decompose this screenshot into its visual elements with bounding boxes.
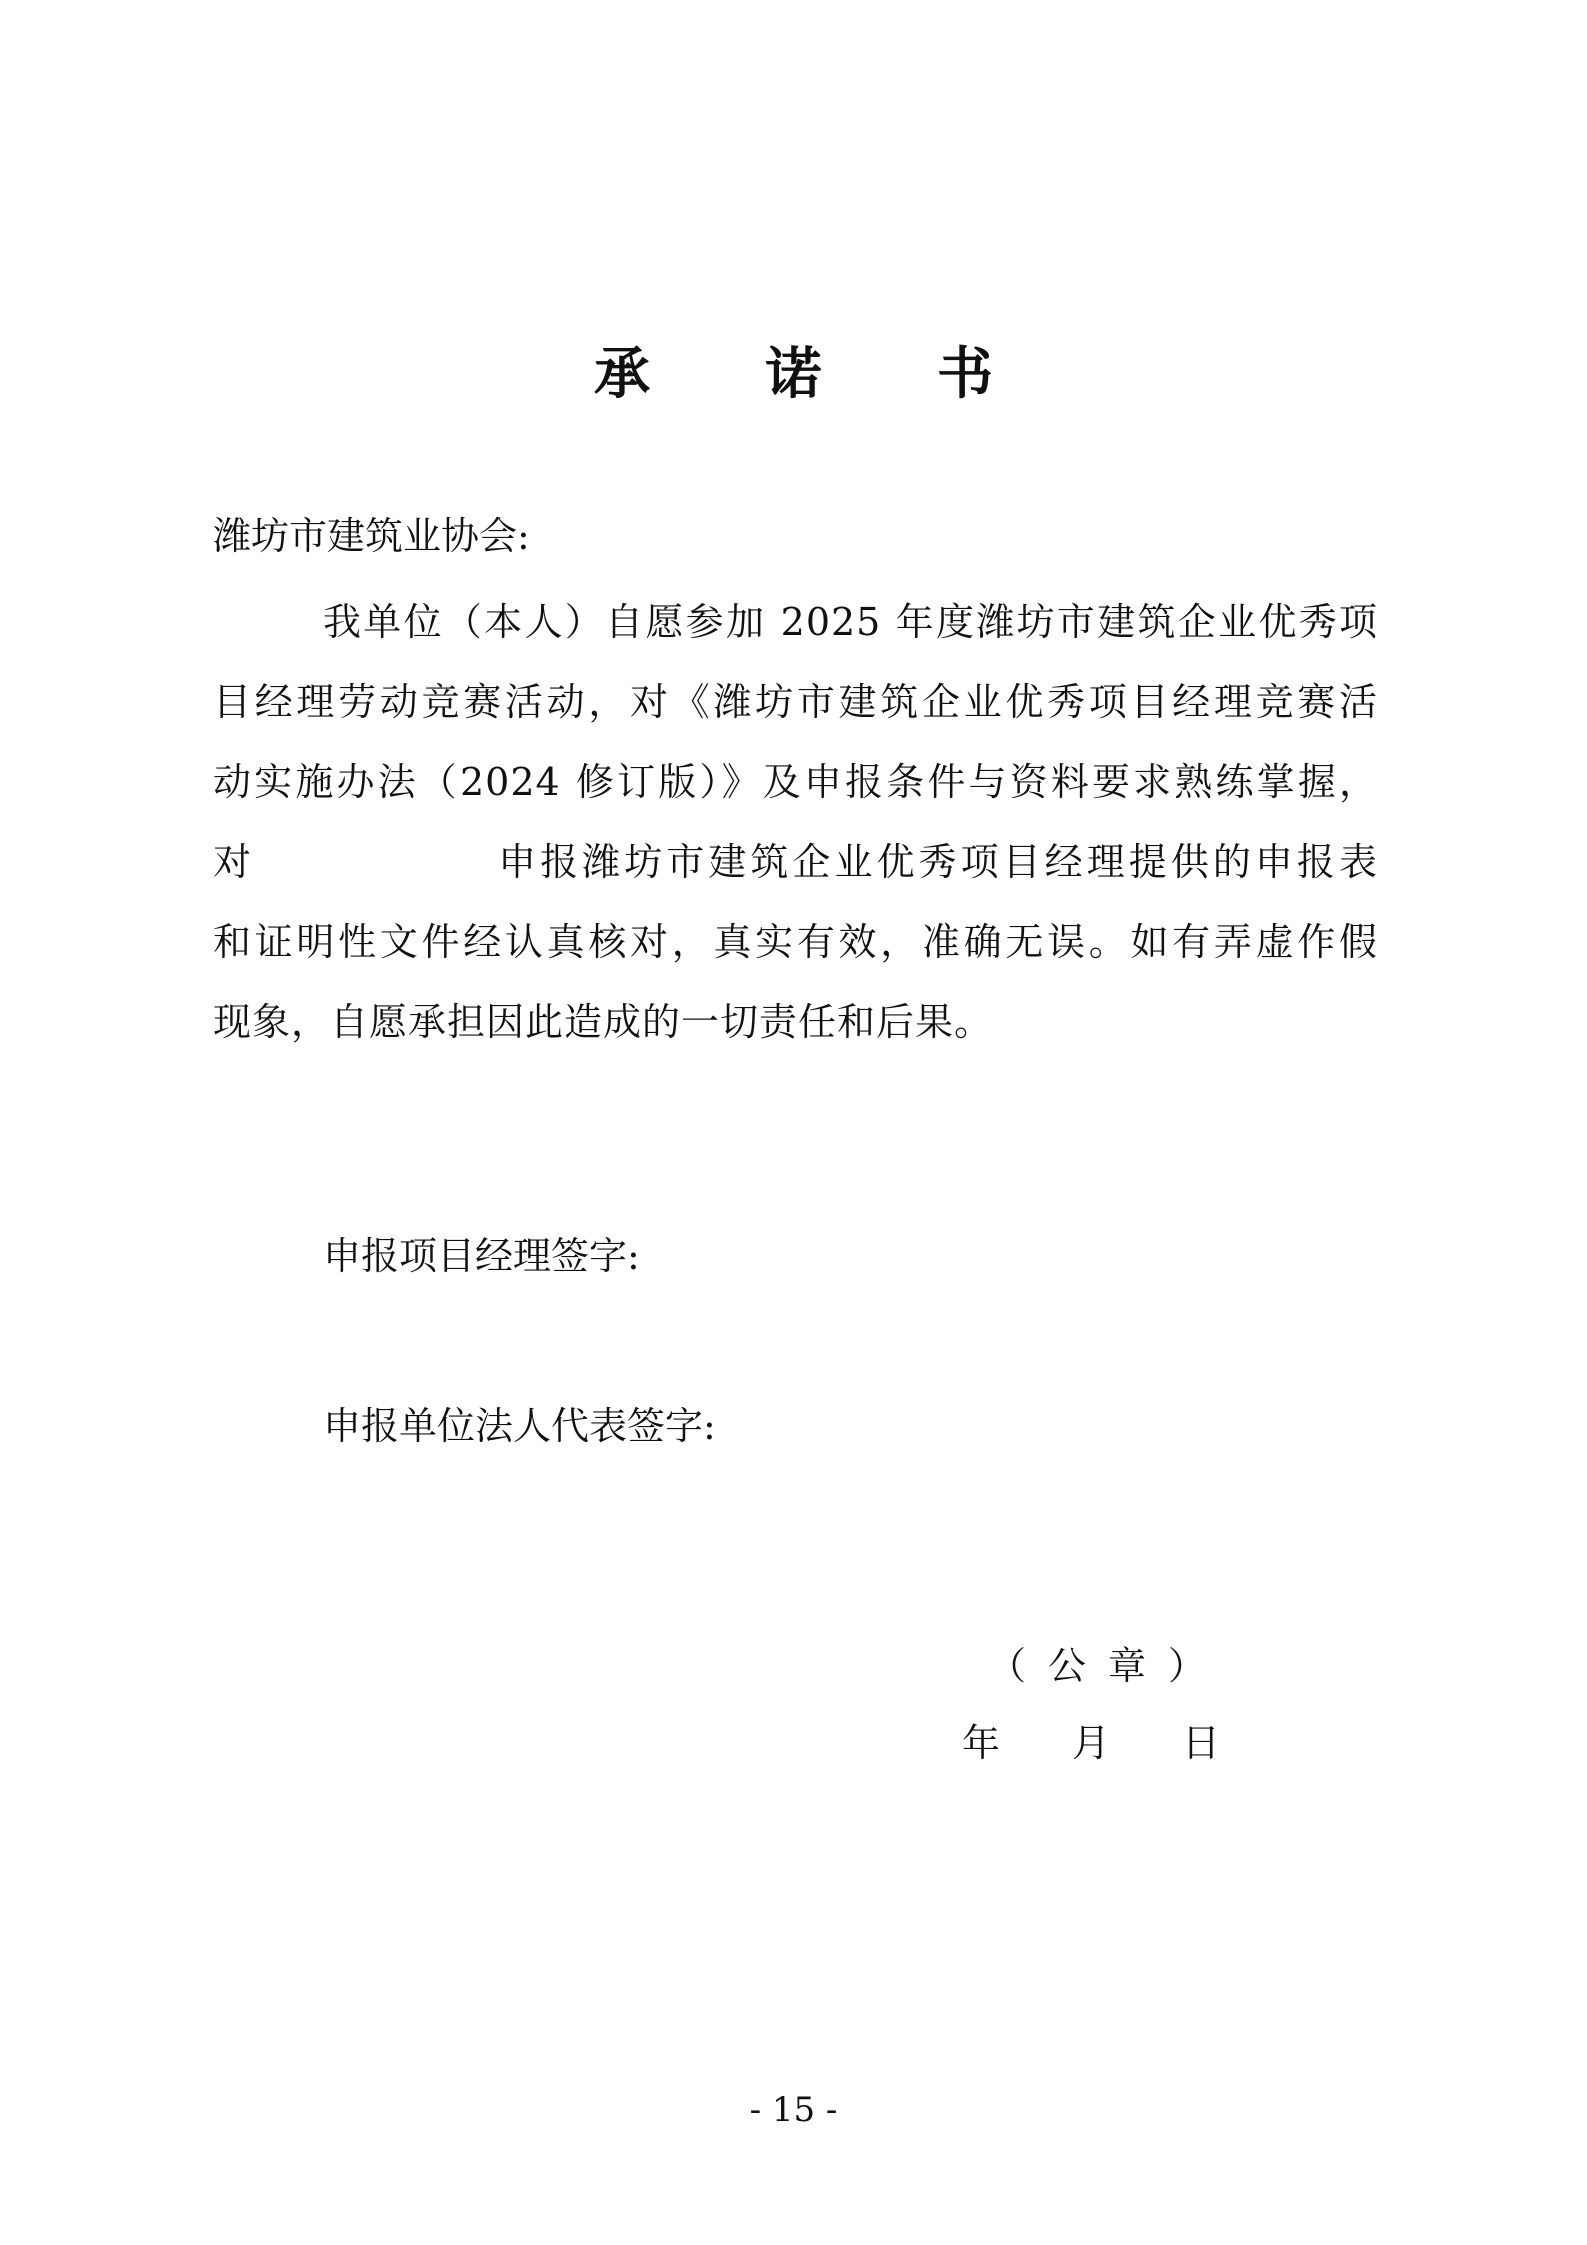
commitment-body bbox=[213, 582, 1378, 1062]
page-number: - 15 - bbox=[749, 2090, 838, 2130]
legal-representative-signature: 申报单位法人代表签字: bbox=[323, 1404, 716, 1448]
body-line-4 bbox=[213, 822, 1378, 902]
body-line-5: 和证明性文件经认真核对，真实有效，准确无误。如有弄虚作假 bbox=[213, 920, 1378, 964]
body-line-4-prefix: 对 bbox=[213, 840, 256, 884]
body-line-6: 现象，自愿承担因此造成的一切责任和后果。 bbox=[213, 1000, 994, 1044]
project-manager-signature: 申报项目经理签字: bbox=[323, 1234, 640, 1278]
date-year: 年 bbox=[962, 1721, 1001, 1765]
body-line-2: 目经理劳动竞赛活动，对《潍坊市建筑企业优秀项目经理竞赛活 bbox=[213, 680, 1378, 724]
body-line-1: 我单位（本人）自愿参加 2025 年度潍坊市建筑企业优秀项 bbox=[323, 600, 1378, 644]
document-title: 承 诺 书 bbox=[594, 341, 1041, 407]
salutation: 潍坊市建筑业协会: bbox=[213, 514, 530, 558]
date-month: 月 bbox=[1072, 1721, 1111, 1765]
official-seal-label: （公章） bbox=[988, 1644, 1229, 1688]
date-line bbox=[962, 1712, 1220, 1767]
body-line-4-rest: 申报潍坊市建筑企业优秀项目经理提供的申报表 bbox=[495, 840, 1378, 884]
date-day: 日 bbox=[1182, 1721, 1221, 1765]
body-line-3: 动实施办法（2024 修订版）》及申报条件与资料要求熟练掌握， bbox=[213, 760, 1378, 804]
